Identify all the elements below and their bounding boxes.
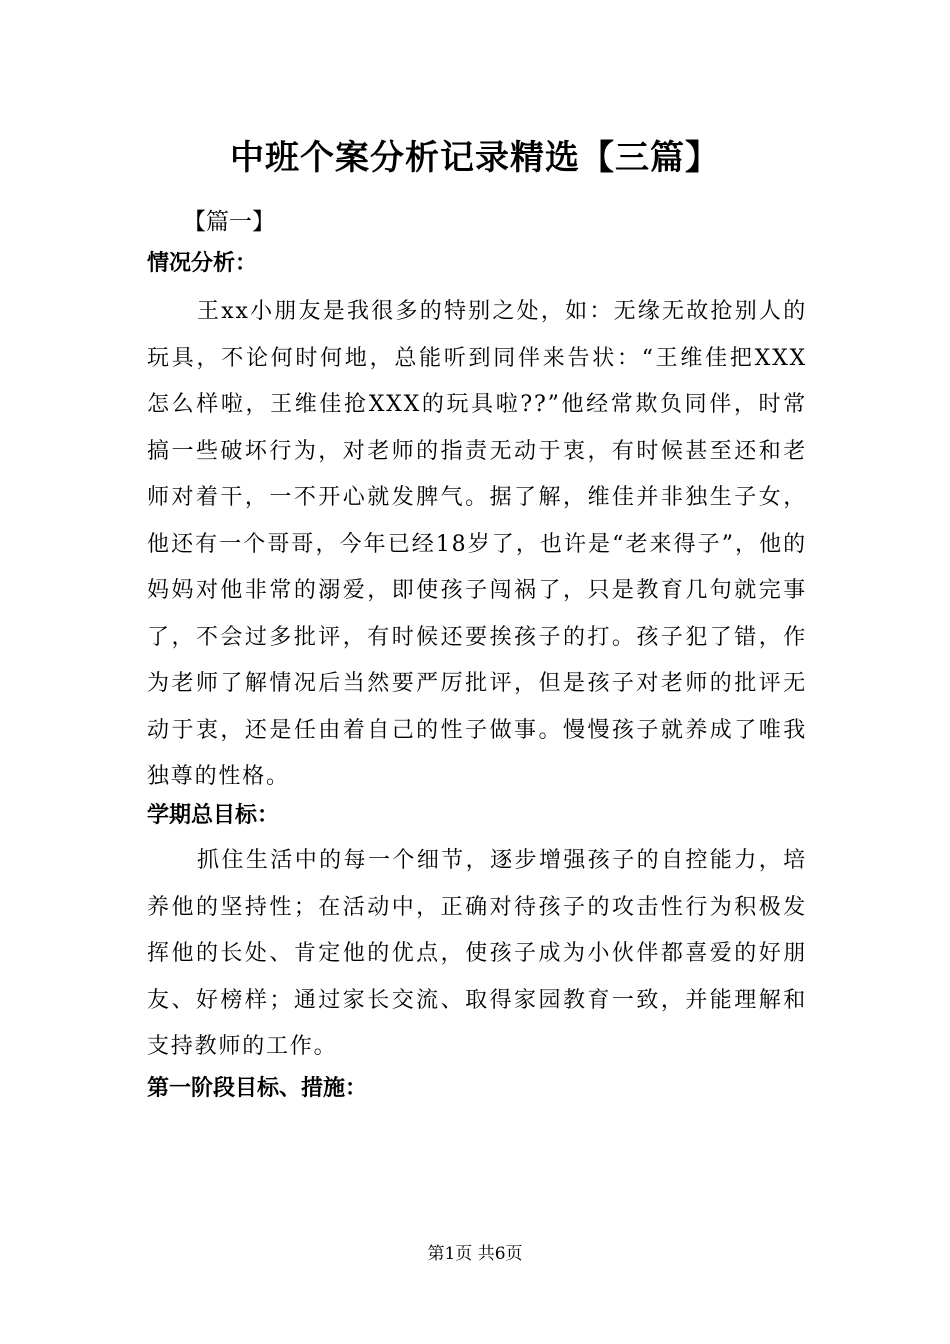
document-title: 中班个案分析记录精选【三篇】 [230,138,720,178]
section-paragraph-semester-goal: 抓住生活中的每一个细节，逐步增强孩子的自控能力，培养他的坚持性；在活动中，正确对待孩子的攻击性行为积极发挥他的长处、肯定他的优点，使孩子成为小伙伴都喜爱的好朋友、好榜样；通过家长交流、取得家园教育一致，并能理解和支持教师的工作。 [147,848,807,1059]
section-heading-situation-analysis: 情况分析： [147,250,258,276]
section-heading-semester-goal: 学期总目标： [147,802,280,828]
part-label: 【篇一】 [183,209,275,235]
section-heading-first-stage: 第一阶段目标、措施： [147,1075,368,1101]
page-footer: 第1页 共6页 [427,1244,523,1264]
section-paragraph-situation-analysis: 王xx小朋友是我很多的特别之处，如：无缘无故抢别人的玩具，不论何时何地，总能听到同伴来告状：“王维佳把XXX怎么样啦，王维佳抢XXX的玩具啦??”他经常欺负同伴，时常搞一些破坏行为，对老师的指责无动于衷，有时候甚至还和老师对着干，一不开心就发脾气。据了解，维佳并非独生子女，他还有一个哥哥，今年已经18岁了，也许是“老来得子”，他的妈妈对他非常的溺爱，即使孩子闯祸了，只是教育几句就完事了，不会过多批评，有时候还要挨孩子的打。孩子犯了错，作为老师了解情况后当然要严厉批评，但是孩子对老师的批评无动于衷，还是任由着自己的性子做事。慢慢孩子就养成了唯我独尊的性格。 [147,299,807,789]
